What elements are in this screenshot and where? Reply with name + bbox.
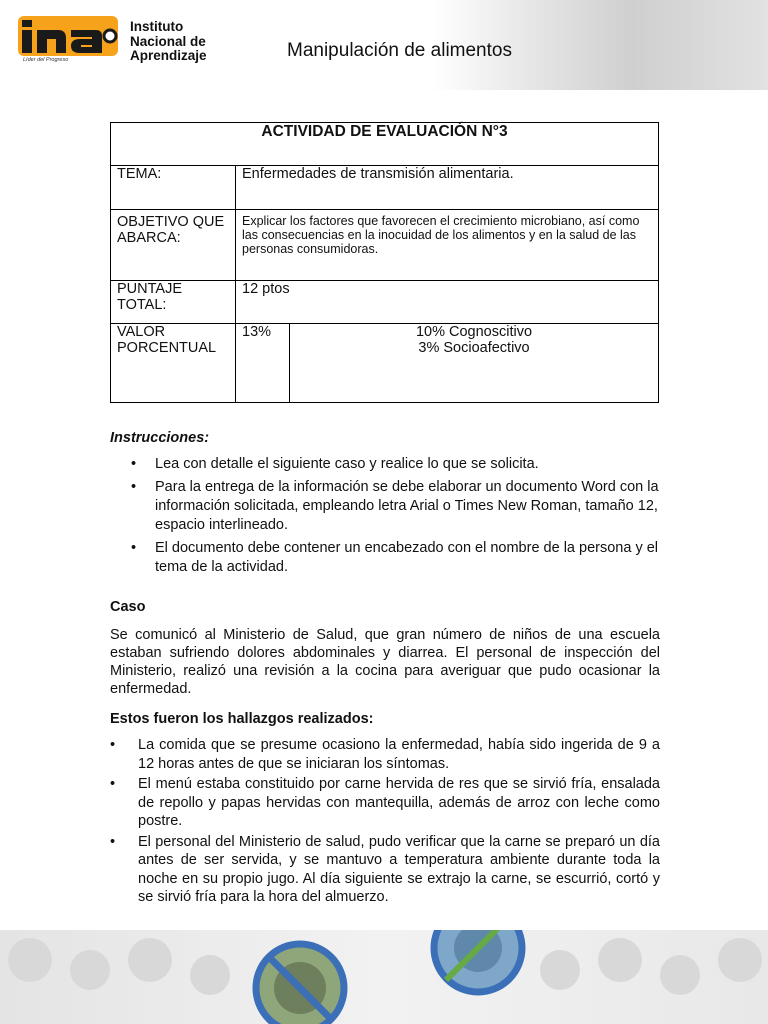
tema-label: TEMA: bbox=[111, 166, 236, 210]
virus-prohibited-icon bbox=[256, 944, 344, 1024]
institute-name: Instituto Nacional de Aprendizaje bbox=[130, 19, 207, 63]
instructions-title: Instrucciones: bbox=[110, 430, 210, 446]
virus-prohibited-icon bbox=[434, 930, 522, 992]
list-item: • El personal del Ministerio de salud, pudo verificar que la carne se preparó un día antes de ser servida, y se mantuvo a temperatura ambiente durante toda la noche en su propio jugo. Al día siguiente se extrajo la carne, se escurrió, cortó y se sirvió fría para la hora del almuerzo. bbox=[110, 833, 660, 907]
list-item: • El documento debe contener un encabezado con el nombre de la persona y el tema de la actividad. bbox=[110, 539, 660, 577]
objetivo-value: Explicar los factores que favorecen el crecimiento microbiano, así como las consecuencias en la inocuidad de los alimentos y en la salud de las personas consumidoras. bbox=[236, 210, 659, 281]
list-item: • La comida que se presume ocasiono la enfermedad, había sido ingerida de 9 a 12 horas antes de que se iniciaran los síntomas. bbox=[110, 736, 660, 773]
hallazgos-list bbox=[110, 736, 660, 909]
table-row bbox=[111, 166, 659, 210]
hallazgos-title: Estos fueron los hallazgos realizados: bbox=[110, 711, 374, 727]
puntaje-label: PUNTAJE TOTAL: bbox=[111, 281, 236, 324]
instructions-list bbox=[110, 455, 660, 581]
caso-title: Caso bbox=[110, 599, 146, 615]
table-heading-row bbox=[111, 123, 659, 166]
caso-paragraph: Se comunicó al Ministerio de Salud, que gran número de niños de una escuela estaban sufriendo dolores abdominales y diarrea. El personal de inspección del Ministerio, realizó una revisión a la cocina para averiguar que pudo ocasionar la enfermedad. bbox=[110, 627, 660, 697]
logo-slogan: Líder del Progreso bbox=[23, 57, 69, 63]
puntaje-value: 12 ptos bbox=[236, 281, 659, 324]
valor-value: 13% bbox=[236, 324, 290, 403]
valor-label: VALOR PORCENTUAL bbox=[111, 324, 236, 403]
list-item: • El menú estaba constituido por carne hervida de res que se sirvió fría, ensalada de repollo y papas hervidas con mantequilla, además de arroz con leche como postre. bbox=[110, 775, 660, 831]
table-row bbox=[111, 281, 659, 324]
tema-value: Enfermedades de transmisión alimentaria. bbox=[236, 166, 659, 210]
list-item: • Lea con detalle el siguiente caso y realice lo que se solicita. bbox=[110, 455, 660, 474]
evaluation-table bbox=[110, 122, 659, 403]
page-title: Manipulación de alimentos bbox=[287, 40, 512, 61]
table-row bbox=[111, 324, 659, 403]
ina-logo-icon bbox=[18, 16, 118, 62]
ina-logo bbox=[18, 14, 228, 70]
objetivo-label: OBJETIVO QUE ABARCA: bbox=[111, 210, 236, 281]
table-row bbox=[111, 210, 659, 281]
list-item: • Para la entrega de la información se debe elaborar un documento Word con la información solicitada, empleando letra Arial o Times New Roman, tamaño 12, espacio interlineado. bbox=[110, 478, 660, 535]
footer-decoration bbox=[0, 930, 768, 1024]
valor-breakdown: 10% Cognoscitivo 3% Socioafectivo bbox=[290, 324, 659, 403]
page-header bbox=[0, 0, 768, 90]
table-heading: ACTIVIDAD DE EVALUACIÓN N°3 bbox=[111, 123, 659, 166]
